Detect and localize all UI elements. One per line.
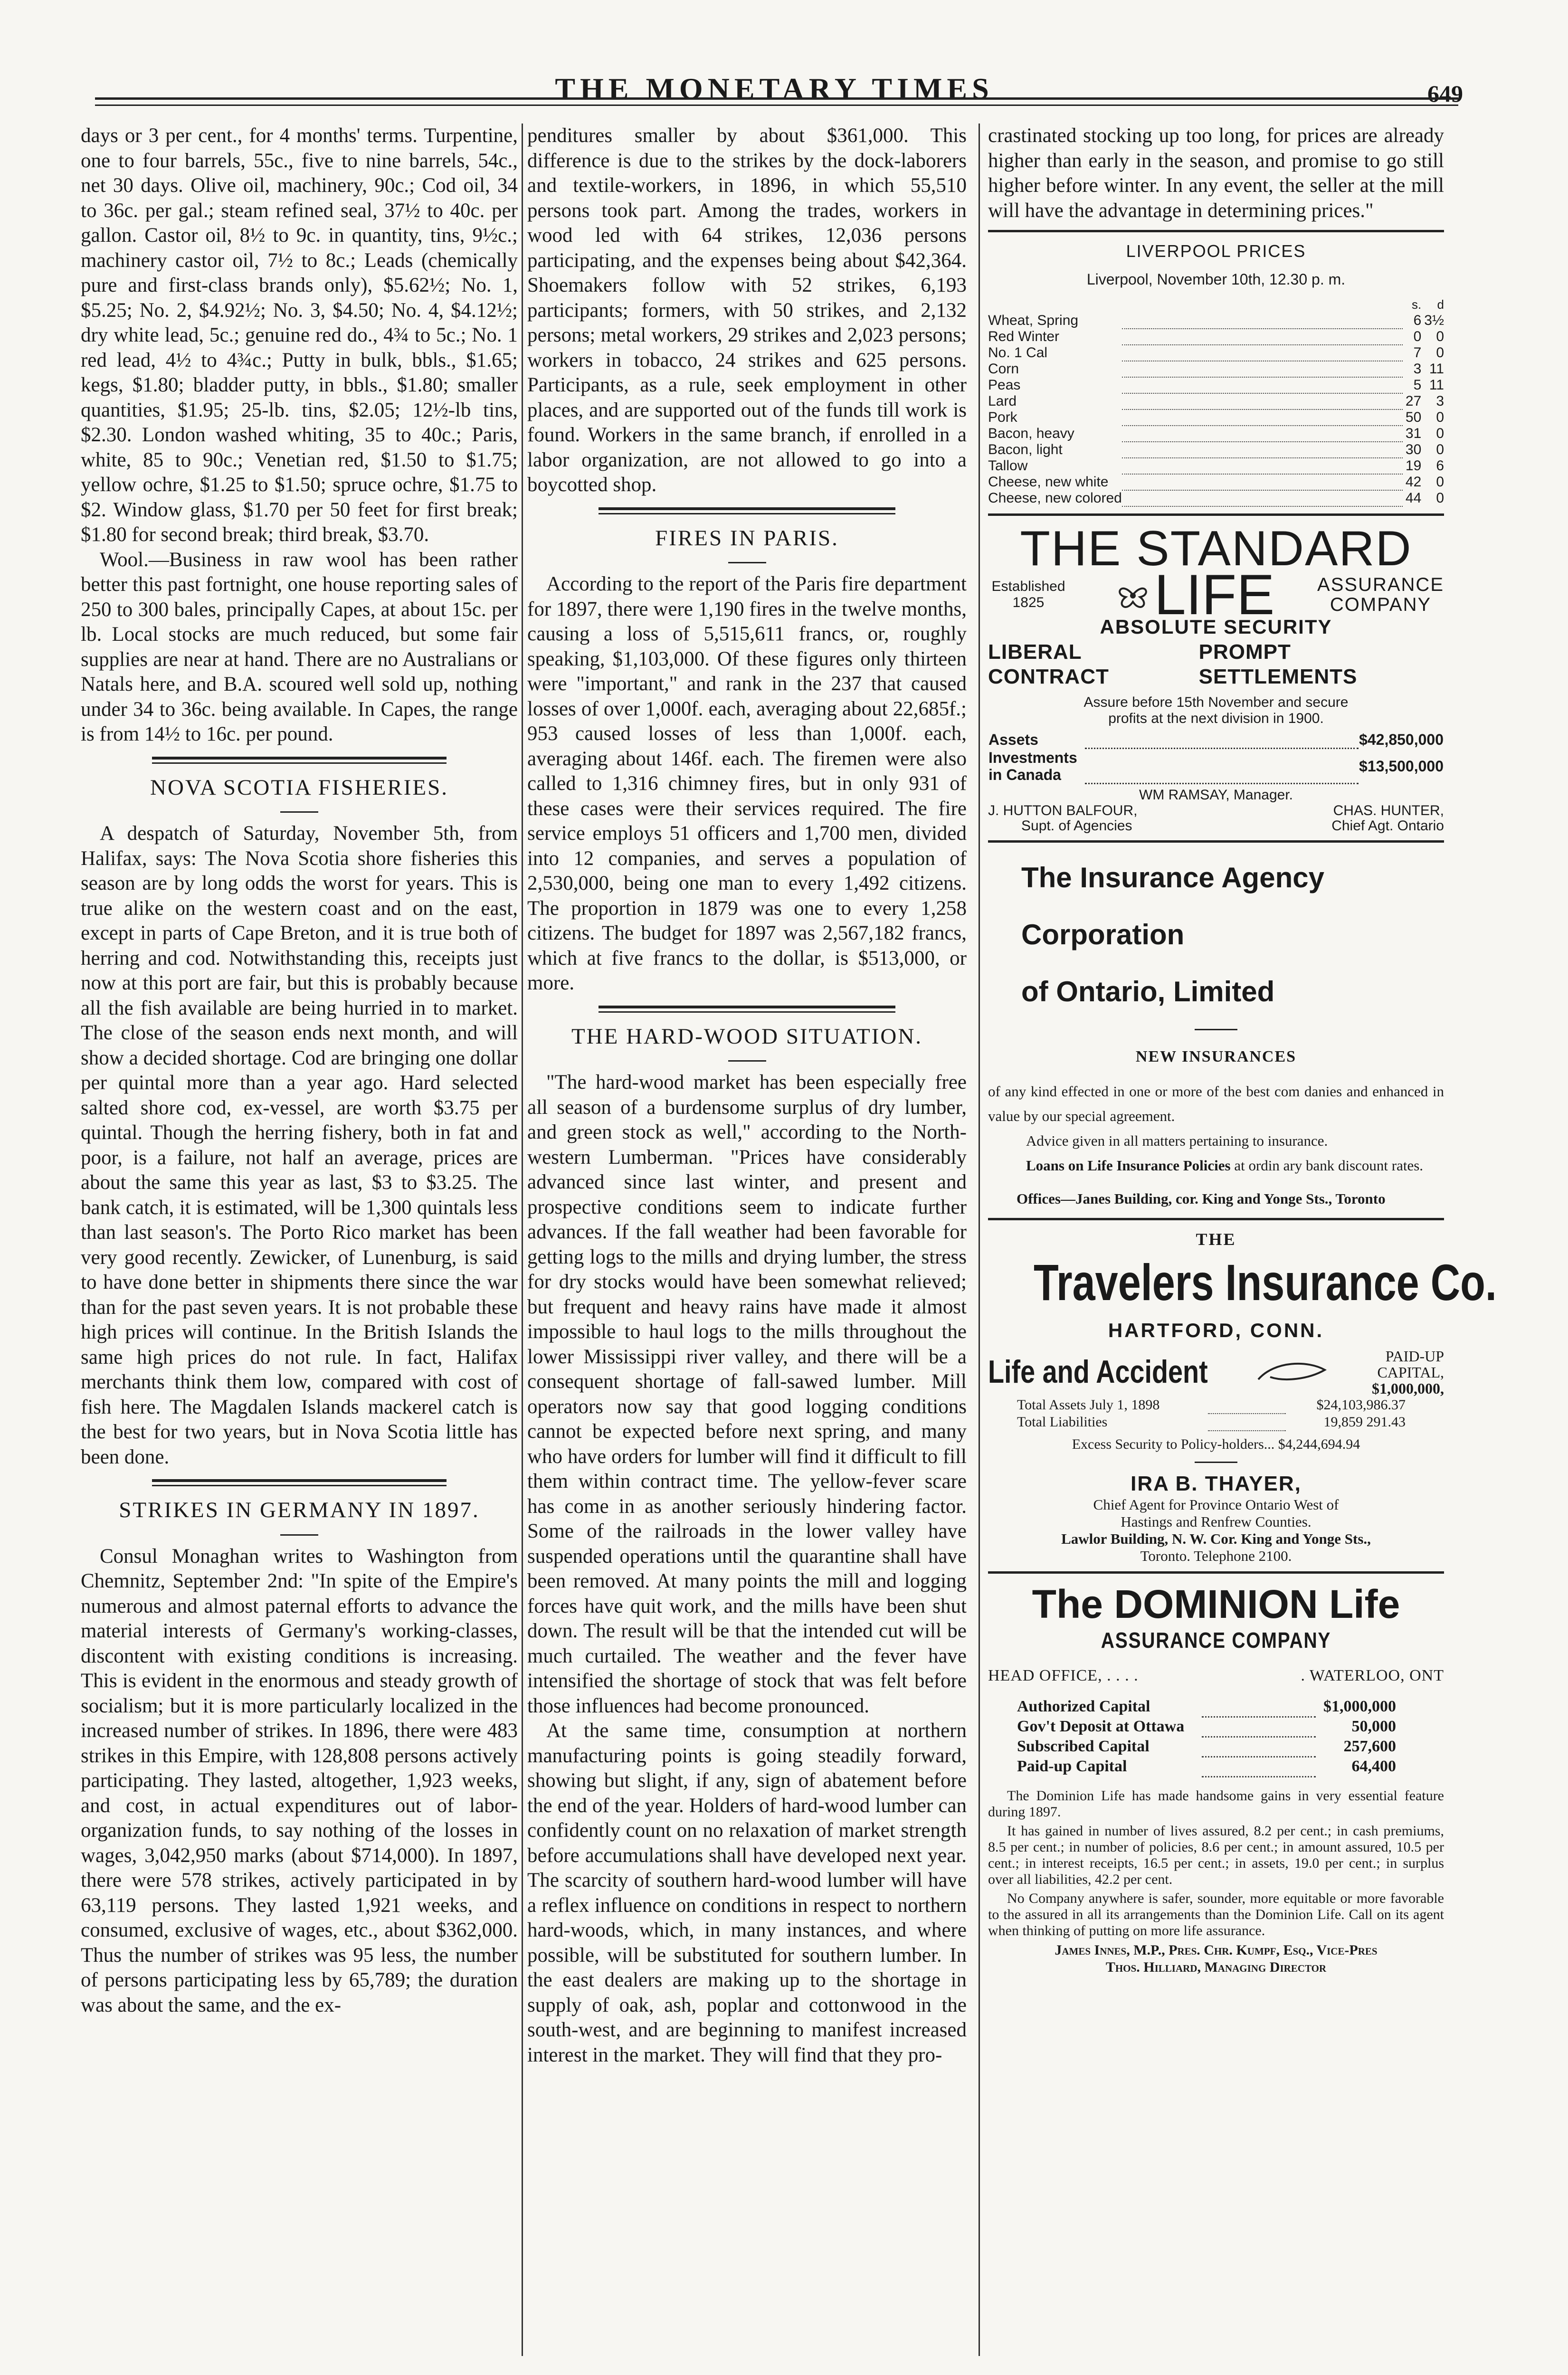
life-accident-label: Life and Accident xyxy=(988,1354,1208,1390)
short-rule xyxy=(280,811,318,813)
price-pence: 3½ xyxy=(1424,313,1444,328)
commodity-name: Cheese, new colored xyxy=(988,490,1122,506)
hunter-role: Chief Agt. Ontario xyxy=(1331,818,1444,834)
assurance-company-block xyxy=(1317,575,1444,615)
price-pence: 0 xyxy=(1436,442,1444,457)
liverpool-row xyxy=(988,361,1444,377)
paid-up-value: $1,000,000, xyxy=(1372,1379,1444,1397)
total-liabilities-label: Total Liabilities xyxy=(1017,1414,1108,1430)
commodity-name: Lard xyxy=(988,393,1017,409)
section-separator xyxy=(599,507,895,514)
agent-address-2: Toronto. Telephone 2100. xyxy=(1140,1548,1292,1564)
dominion-director: Thos. Hilliard, Managing Director xyxy=(1105,1959,1327,1975)
box-rule xyxy=(988,1218,1444,1220)
leader-dots xyxy=(1122,442,1403,458)
heading-fires-paris: FIRES IN PARIS. xyxy=(655,525,839,551)
dominion-title: The DOMINION Life xyxy=(1032,1582,1400,1626)
leader-dots xyxy=(1122,409,1403,426)
heading-hard-wood: THE HARD-WOOD SITUATION. xyxy=(571,1024,923,1049)
leader-dots xyxy=(1122,426,1403,442)
strikes-continued-paragraph: penditures smaller by about $361,000. This difference is due to the strikes by the dock-laborers and textile-workers, in 1896, in which 55,510 persons took part. Among the trades, workers in wood led with 64 strikes, 12,036 persons participating, and the expenses being about $42,364. Shoemakers follow with 52 strikes, 6,193 participants; formers, with 50 strikes, and 2,132 persons; metal workers, 29 strikes and 2,023 persons; workers in tobacco, 24 strikes and 625 persons. Participants, as a rule, seek employment in other places, and are supported out of the funds till work is found. Workers in the same branch, if enrolled in a labor organization, are not allowed to go into a boycotted shop. xyxy=(527,124,967,496)
leader-dots xyxy=(1122,393,1403,409)
travelers-city: HARTFORD, CONN. xyxy=(1108,1319,1324,1341)
commodity-name: Red Winter xyxy=(988,329,1060,344)
price-shillings: 42 xyxy=(1405,474,1422,490)
agency-paragraph-1: of any kind effected in one or more of the best com danies and enhanced in value by our special agreement. xyxy=(988,1083,1444,1124)
hunter-name: CHAS. HUNTER, xyxy=(1333,803,1444,818)
hard-wood-paragraph-2: At the same time, consumption at northern manufacturing points is going steadily forward, showing but slight, if any, sign of abatement before the end of the year. Holders of hard-wood lumber can confidently count on no relaxation of market strength before accumulations shall have developed next year. The scarcity of southern hard-wood lumber will have a reflex influence on conditions in respect to northern hard-woods, which, in many instances, and where possible, will be substituted for southern lumber. In the east dealers are making up to the shortage in supply of oak, ash, poplar and cottonwood in the south-west, and are beginning to manifest increased interest in the market. They will find that they pro- xyxy=(527,1720,967,2066)
leader-dots xyxy=(1208,1396,1286,1414)
short-rule xyxy=(728,1060,766,1062)
liverpool-row xyxy=(988,345,1444,361)
commodity-name: Peas xyxy=(988,377,1021,393)
heading-strikes-germany: STRIKES IN GERMANY IN 1897. xyxy=(119,1498,480,1522)
dominion-paragraph-2: It has gained in number of lives assured, 8.2 per cent.; in cash premiums, 8.5 per cent.; in number of policies, 8.6 per cent.; in amount assured, 10.5 per cent.; in interest receipts, 16.5 per cent.; in assets, 19.0 per cent.; in surplus over all liabilities, 42.2 per cent. xyxy=(988,1823,1444,1887)
price-shillings: 7 xyxy=(1413,345,1422,361)
column-3 xyxy=(988,124,1497,1976)
publication-title: THE MONETARY TIMES xyxy=(555,72,994,105)
dominion-capital-table xyxy=(1017,1697,1397,1777)
leader-dots xyxy=(1085,731,1359,749)
section-separator xyxy=(152,757,447,764)
agency-body xyxy=(988,1079,1444,1211)
agent-address-1: Lawlor Building, N. W. Cor. King and Yonge Sts., xyxy=(1061,1530,1371,1547)
price-pence: 3 xyxy=(1436,393,1444,409)
section-separator xyxy=(599,1006,895,1013)
price-pence: 0 xyxy=(1436,345,1444,361)
box-rule xyxy=(988,840,1444,843)
company-label: COMPANY xyxy=(1330,594,1432,615)
agent-name: IRA B. THAYER, xyxy=(1131,1472,1302,1495)
leader-dots xyxy=(1202,1717,1316,1737)
paid-up-block xyxy=(1327,1348,1444,1396)
leader-dots xyxy=(1122,490,1403,506)
short-rule xyxy=(280,1534,318,1536)
assure-note-1: Assure before 15th November and secure xyxy=(1083,694,1349,710)
box-rule xyxy=(988,230,1444,232)
flourish-icon xyxy=(1112,576,1154,614)
capital-value: 257,600 xyxy=(1343,1738,1396,1755)
commodity-name: Bacon, light xyxy=(988,442,1063,457)
price-pence: 0 xyxy=(1436,409,1444,425)
life-wordmark xyxy=(1112,562,1275,627)
short-rule xyxy=(1195,1029,1237,1030)
dominion-subtitle: ASSURANCE COMPANY xyxy=(1101,1628,1331,1653)
agency-line-3: of Ontario, Limited xyxy=(1021,976,1275,1007)
head-office-label: HEAD OFFICE, . . . . xyxy=(988,1666,1139,1684)
liverpool-row xyxy=(988,313,1444,329)
liverpool-row xyxy=(988,442,1444,458)
liverpool-row xyxy=(988,474,1444,490)
head-office-row xyxy=(988,1663,1444,1689)
investments-label: Investments in Canada xyxy=(988,749,1077,783)
new-insurances-heading: NEW INSURANCES xyxy=(1135,1048,1297,1065)
column-divider xyxy=(979,124,980,2356)
capital-label: Subscribed Capital xyxy=(1017,1738,1150,1755)
dominion-paragraph-1: The Dominion Life has made handsome gains in very essential feature during 1897. xyxy=(988,1787,1444,1820)
capital-value: $1,000,000 xyxy=(1323,1698,1396,1715)
travelers-ad xyxy=(988,1227,1497,1565)
fires-paragraph: According to the report of the Paris fire department for 1897, there were 1,190 fires in the twelve months, causing a loss of 5,515,611 francs, or, roughly speaking, $1,103,000. Of these figures only thirteen were "important," and rank in the 237 that caused losses of over 1,000f. each, averaging about 22,685f.; 953 caused losses of less than 1,000f. each, averaging about 146f. each. The firemen were also called to 1,316 chimney fires, but in only 931 of these cases were their services required. The fire service employs 51 officers and 1,700 men, divided into 12 companies, and serves a population of 2,530,000, being one man to every 1,492 citizens. The proportion in 1879 was one to every 1,258 citizens. The budget for 1897 was 2,567,182 francs, which at five francs to the dollar, is $513,000, or more. xyxy=(527,573,967,994)
paid-up-label: PAID-UP CAPITAL, xyxy=(1377,1347,1444,1381)
agency-advice: Advice given in all matters pertaining to insurance. xyxy=(1026,1132,1328,1149)
dominion-life-ad xyxy=(988,1580,1444,1976)
leader-dots xyxy=(1122,458,1403,474)
established-year: 1825 xyxy=(1012,595,1045,610)
travelers-the: THE xyxy=(1196,1229,1236,1249)
scroll-flourish-icon xyxy=(1256,1358,1327,1387)
masthead-rule xyxy=(95,97,1458,106)
liberal-contract: LIBERAL CONTRACT xyxy=(988,640,1109,688)
life-label: LIFE xyxy=(1154,562,1275,627)
dominion-officers: James Innes, M.P., Pres. Chr. Kumpf, Esq., Vice-Pres xyxy=(1055,1942,1378,1958)
price-pence: 0 xyxy=(1436,329,1444,344)
masthead xyxy=(86,71,1463,114)
assets-label: Assets xyxy=(988,731,1038,748)
capital-value: 50,000 xyxy=(1351,1718,1396,1735)
commodity-name: Cheese, new white xyxy=(988,474,1109,490)
leader-dots xyxy=(1122,329,1403,345)
agency-loans-rest: at ordin ary bank discount rates. xyxy=(1234,1157,1424,1174)
heading-nova-scotia: NOVA SCOTIA FISHERIES. xyxy=(150,775,448,800)
insurance-agency-ad xyxy=(988,849,1444,1211)
agents-role-row xyxy=(988,818,1444,834)
price-shillings: 44 xyxy=(1405,490,1422,506)
contract-row xyxy=(988,640,1444,690)
section-separator xyxy=(152,1479,447,1486)
wool-paragraph: Wool.—Business in raw wool has been rather better this past fortnight, one house reporting sales of 250 to 300 bales, principally Capes, at about 15c. per lb. Local stocks are much reduced, but some fair supplies are near at hand. There are no Australians or Natals here, and B.A. scoured well sold up, nothing under 34 to 36c. being available. In Capes, the range is from 14½ to 16c. per pound. xyxy=(81,548,518,745)
established-block xyxy=(988,579,1069,611)
liverpool-table xyxy=(988,296,1444,507)
capital-row xyxy=(1017,1737,1397,1757)
price-pence: 0 xyxy=(1436,490,1444,506)
agency-line-2: Corporation xyxy=(1021,919,1185,950)
capital-row xyxy=(1017,1757,1397,1776)
head-office-city: . WATERLOO, ONT xyxy=(1301,1666,1444,1684)
price-shillings: 5 xyxy=(1413,377,1422,393)
investments-value: $13,500,000 xyxy=(1359,757,1444,775)
assets-value: $42,850,000 xyxy=(1359,731,1444,748)
price-shillings: 30 xyxy=(1405,442,1422,457)
standard-assets-table xyxy=(988,731,1444,785)
dominion-paragraph-3: No Company anywhere is safer, sounder, more equitable or more favorable to the assured in all its arrangements than the Dominion Life. Call on its agent when thinking of putting on more life assurance. xyxy=(988,1890,1444,1938)
commodity-name: Bacon, heavy xyxy=(988,426,1074,441)
price-shillings: 31 xyxy=(1405,426,1422,441)
absolute-security: ABSOLUTE SECURITY xyxy=(1100,616,1332,638)
hard-wood-paragraph-1: "The hard-wood market has been especially free all season of a burdensome surplus of dry lumber, and green stock as well," according to the North-western Lumberman. "Prices have considerably advanced since last winter, and present and prospective conditions seem to indicate further advances. If the fall weather had been favorable for getting logs to the mills and drying lumber, the stress for dry stocks would have been somewhat relieved; but frequent and heavy rains have made it almost impossible to haul logs to the mills throughout the lower Mississippi river valley, and there will be a consequent shortage of fall-sawed lumber. Mill operators now say that good logging conditions cannot be expected before next spring, and many who have orders for lumber will find it difficult to fill them within contract time. The yellow-fever scare has come in as another seriously hindering factor. Some of the railroads in the lower valley have suspended operations until the quarantine shall have been removed. At many points the mill and logging forces have quit work, and the mills have been shut down. The result will be that the intended cut will be much curtailed. The weather and the fever have intensified the shortage of stock that was felt before those influences had become pronounced. xyxy=(527,1071,967,1717)
price-shillings: 3 xyxy=(1413,361,1422,377)
price-pence: 11 xyxy=(1429,377,1444,393)
agents-row xyxy=(988,803,1444,818)
hard-wood-continued-paragraph: crastinated stocking up too long, for prices are already higher than early in the season, and promise to go still higher before winter. In any event, the seller at the mill will have the advantage in determining prices." xyxy=(988,124,1444,222)
standard-title: THE STANDARD xyxy=(1020,521,1412,576)
liverpool-row xyxy=(988,409,1444,426)
liverpool-row xyxy=(988,393,1444,409)
capital-label: Paid-up Capital xyxy=(1017,1758,1127,1775)
assurance-label: ASSURANCE xyxy=(1317,574,1444,595)
dominion-body xyxy=(988,1788,1444,1939)
leader-dots xyxy=(1122,361,1403,377)
price-shillings: 50 xyxy=(1405,409,1422,425)
nova-scotia-paragraph: A despatch of Saturday, November 5th, from Halifax, says: The Nova Scotia shore fisheries this season are by long odds the worst for years. This is true alike on the western coast and on the east, except in parts of Cape Breton, and it is true both of herring and cod. Notwithstanding this, receipts just now at this port are fair, but this is probably because all the fish available are being hurried in to market. The close of the season ends next month, and will show a decided shortage. Cod are bringing one dollar per quintal more than a year ago. Hard selected salted shore cod, ex-vessel, are worth $3.75 per quintal. Though the herring fishery, both in fat and poor, is a failure, not half an average, prices are about the same this year as last, $3 to $3.25. The bank catch, it is estimated, will be 1,300 quintals less than last season's. The Porto Rico market has been very good recently. Zewicker, of Lunenburg, is said to have done better in shipments there since the war than for the past seven years. It is not probable these high prices will continue. In the British Islands the same high prices do not rule. In fact, Halifax merchants think them low, compared with cost of fish here. The Magdalen Islands mackerel catch is the best for two years, but in Nova Scotia little has been done. xyxy=(81,822,518,1468)
box-rule xyxy=(988,1571,1444,1574)
short-rule xyxy=(728,562,766,563)
capital-label: Gov't Deposit at Ottawa xyxy=(1017,1718,1185,1735)
column-2 xyxy=(527,124,967,2068)
liverpool-row xyxy=(988,329,1444,345)
commodity-name: Pork xyxy=(988,409,1017,425)
travelers-table xyxy=(1017,1396,1406,1431)
leader-dots xyxy=(1202,1737,1316,1757)
box-rule xyxy=(988,513,1444,516)
strikes-paragraph: Consul Monaghan writes to Washington from Chemnitz, September 2nd: "In spite of the Empire's numerous and almost paternal efforts to advance the material interests of Germany's working-classes, discontent with existing conditions is increasing. This is evident in the enormous and steady growth of socialism; but it is more particularly localized in the increased number of strikes. In 1896, there were 483 strikes in this Empire, with 128,808 persons actively participating. They lasted, altogether, 1,923 weeks, and cost, in actual expenditures out of labor-organization funds, to say nothing of the losses in wages, 3,042,950 marks (about $714,000). In 1897, there were 578 strikes, actively participated in by 63,119 persons. They lasted 1,921 weeks, and consumed, exclusive of wages, etc., about $362,000. Thus the number of strikes was 95 less, the number of persons participating less by 65,789; the duration was about the same, and the ex- xyxy=(81,1545,518,2016)
commodity-name: No. 1 Cal xyxy=(988,345,1048,361)
price-shillings: 0 xyxy=(1413,329,1422,344)
liverpool-subtitle: Liverpool, November 10th, 12.30 p. m. xyxy=(1086,270,1346,288)
total-liabilities-value: 19,859 291.43 xyxy=(1323,1414,1406,1430)
capital-value: 64,400 xyxy=(1351,1758,1396,1775)
liverpool-prices-box xyxy=(988,239,1444,507)
price-pence: 0 xyxy=(1436,474,1444,490)
leader-dots xyxy=(1202,1757,1316,1776)
leader-dots xyxy=(1122,313,1403,329)
leader-dots xyxy=(1208,1414,1286,1431)
liverpool-row xyxy=(988,377,1444,393)
total-assets-value: $24,103,986.37 xyxy=(1316,1396,1406,1413)
liverpool-row xyxy=(988,458,1444,474)
short-rule xyxy=(1195,1462,1237,1463)
price-shillings: 27 xyxy=(1405,393,1422,409)
commodity-name: Tallow xyxy=(988,458,1028,474)
agent-role-2: Hastings and Renfrew Counties. xyxy=(1121,1513,1311,1530)
balfour-name: J. HUTTON BALFOUR, xyxy=(988,803,1138,818)
balfour-role: Supt. of Agencies xyxy=(1021,818,1132,834)
page-number: 649 xyxy=(1427,80,1463,107)
capital-label: Authorized Capital xyxy=(1017,1698,1150,1715)
total-assets-label: Total Assets July 1, 1898 xyxy=(1017,1396,1160,1413)
commodity-name: Corn xyxy=(988,361,1019,377)
leader-dots xyxy=(1085,749,1359,784)
price-shillings: 19 xyxy=(1405,458,1422,474)
price-shillings: 6 xyxy=(1413,313,1422,328)
excess-security: Excess Security to Policy-holders... $4,244,694.94 xyxy=(1072,1436,1360,1452)
commodity-name: Wheat, Spring xyxy=(988,313,1079,328)
leader-dots xyxy=(1122,377,1403,393)
leader-dots xyxy=(1122,345,1403,361)
agency-offices: Offices—Janes Building, cor. King and Yonge Sts., Toronto xyxy=(1017,1190,1386,1207)
leader-dots xyxy=(1122,474,1403,490)
life-accident-row xyxy=(988,1348,1444,1396)
established-label: Established xyxy=(991,579,1065,594)
column-header-s: s. xyxy=(1412,297,1422,312)
manager-line: WM RAMSAY, Manager. xyxy=(1139,787,1293,803)
market-report-paragraph: days or 3 per cent., for 4 months' terms. Turpentine, one to four barrels, 55c., five to nine barrels, 54c., net 30 days. Olive oil, machinery, 90c.; Cod oil, 34 to 36c. per gal.; steam refined seal, 37½ to 40c. per gallon. Castor oil, 8½ to 9c. in quantity, tins, 9½c.; machinery castor oil, 7½ to 8c.; Leads (chemically pure and first-class brands only), $5.62½; No. 1, $5.25; No. 2, $4.92½; No. 3, $4.50; No. 4, $4.12½; dry white lead, 5c.; genuine red do., 4¾ to 5c.; No. 1 red lead, 4½ to 4¾c.; Putty in bulk, bbls., $1.65; kegs, $1.80; bladder putty, in bbls., $1.80; smaller quantities, $1.95; 25-lb. tins, $2.05; 12½-lb tins, $2.30. London washed whiting, 35 to 40c.; Paris, white, 85 to 90c.; Venetian red, $1.50 to $1.75; yellow ochre, $1.25 to $1.50; spruce ochre, $1.75 to $2. Window glass, $1.70 per 50 feet for first break; $1.80 for second break; third break, $3.70. xyxy=(81,124,518,546)
travelers-title: Travelers Insurance Co. xyxy=(1034,1254,1497,1311)
column-divider xyxy=(522,124,523,2356)
liverpool-title: LIVERPOOL PRICES xyxy=(1126,241,1306,261)
capital-row xyxy=(1017,1697,1397,1717)
prompt-settlements: PROMPT SETTLEMENTS xyxy=(1198,640,1358,688)
agency-loans: Loans on Life Insurance Policies xyxy=(1026,1157,1231,1174)
capital-row xyxy=(1017,1717,1397,1737)
leader-dots xyxy=(1202,1697,1316,1717)
column-header-d: d xyxy=(1437,297,1444,312)
standard-life-ad xyxy=(988,522,1444,834)
price-pence: 0 xyxy=(1436,426,1444,441)
column-1 xyxy=(81,124,518,2018)
agency-line-1: The Insurance Agency xyxy=(1021,862,1324,893)
price-pence: 11 xyxy=(1429,361,1444,377)
price-pence: 6 xyxy=(1436,458,1444,474)
agent-role-1: Chief Agent for Province Ontario West of xyxy=(1093,1496,1339,1513)
liverpool-row xyxy=(988,490,1444,506)
assure-note-2: profits at the next division in 1900. xyxy=(1108,710,1324,726)
liverpool-row xyxy=(988,426,1444,442)
